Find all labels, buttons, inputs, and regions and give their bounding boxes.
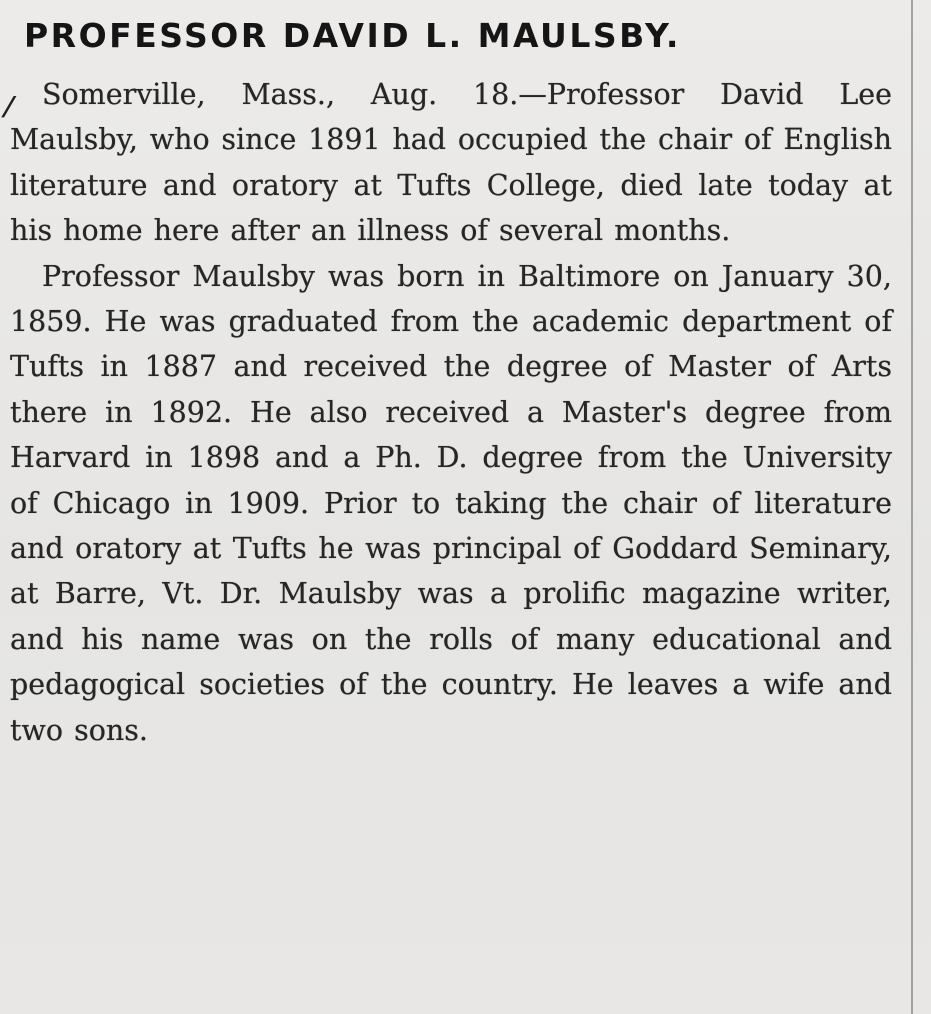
article-body (10, 72, 892, 753)
article-paragraph-1: Somerville, Mass., Aug. 18.—Professor David Lee Maulsby, who since 1891 had occupied the chair of English literature and oratory at Tufts College, died late today at his home here after an illness of several months. (10, 78, 892, 248)
headline: PROFESSOR DAVID L. MAULSBY. (24, 16, 681, 55)
article-paragraph-2: Professor Maulsby was born in Baltimore on January 30, 1859. He was graduated from the academic department of Tufts in 1887 and received the degree of Master of Arts there in 1892. He also received a Master's degree from Harvard in 1898 and a Ph. D. degree from the University of Chicago in 1909. Prior to taking the chair of literature and oratory at Tufts he was principal of Goddard Seminary, at Barre, Vt. Dr. Maulsby was a prolific magazine writer, and his name was on the rolls of many educational and pedagogical societies of the country. He leaves a wife and two sons. (10, 259, 892, 747)
margin-mark: / (0, 92, 18, 122)
column-rule (911, 0, 913, 1014)
